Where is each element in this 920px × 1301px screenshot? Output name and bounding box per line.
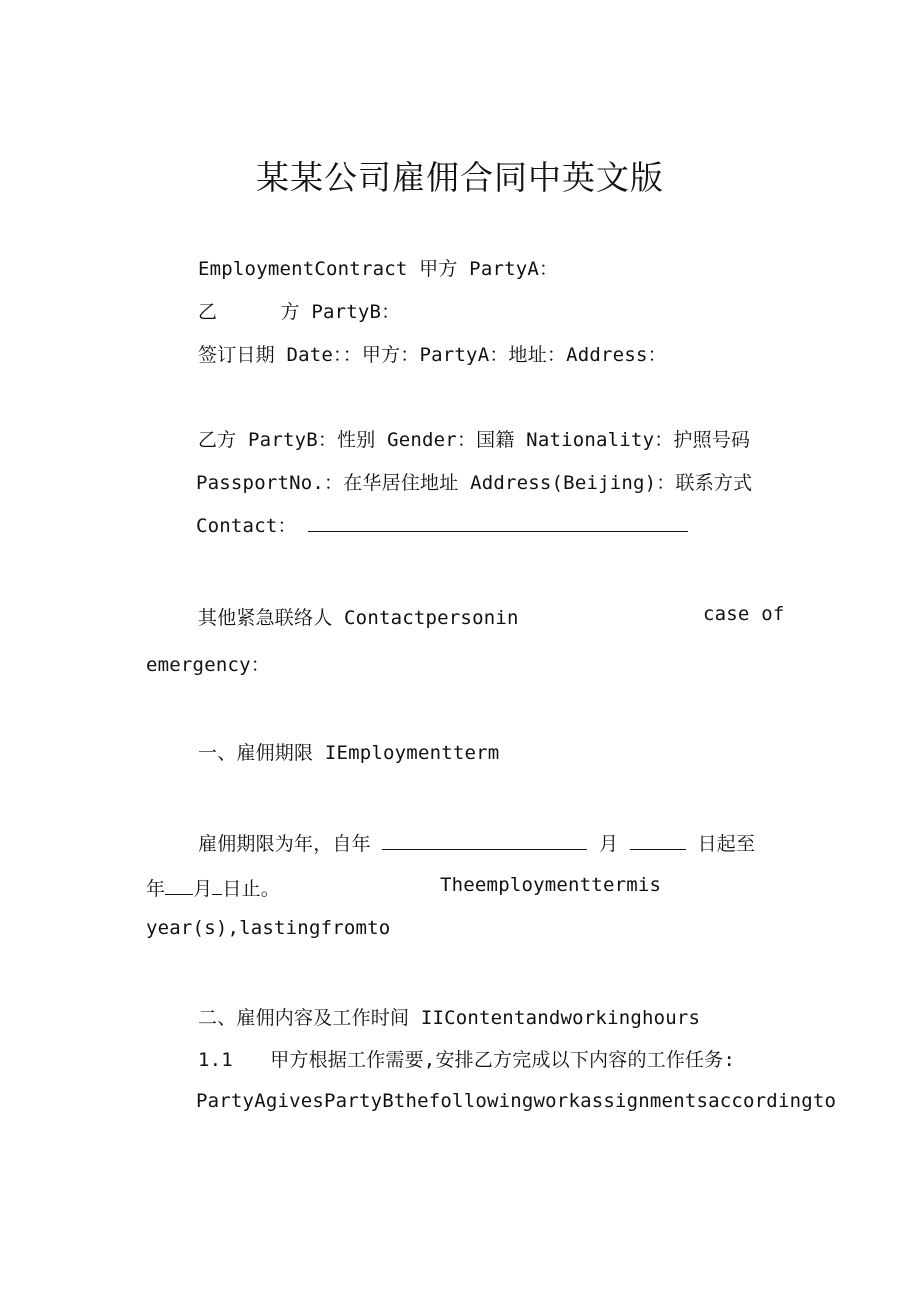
term-year-blank <box>382 832 587 850</box>
term-end-day: 日止。 <box>222 878 281 900</box>
party-b-label: 方 PartyB： <box>280 301 401 323</box>
signing-date-line: 签订日期 Date：：甲方：PartyA：地址：Address： <box>198 344 667 366</box>
term-end-year: 年 <box>146 878 166 900</box>
contact-line <box>196 511 688 538</box>
emergency-contact-label: 其他紧急联络人 Contactpersonin <box>198 607 519 629</box>
document-title: 某某公司雇佣合同中英文版 <box>256 158 664 197</box>
term-english: Theemploymenttermis <box>440 874 662 896</box>
term-day-blank <box>630 832 686 850</box>
party-b-char: 乙 <box>198 301 218 323</box>
term-end-day-blank <box>212 877 222 895</box>
term-month: 月 <box>599 833 619 855</box>
term-end-month-blank <box>165 877 193 895</box>
term-line <box>198 829 755 856</box>
clause-1-1-line <box>198 1045 735 1072</box>
term-text: 雇佣期限为年，自年 <box>198 833 371 855</box>
party-b-line <box>198 297 400 324</box>
clause-1-1-english: PartyAgivesPartyBthefollowingworkassignmentsaccordingto <box>196 1090 837 1112</box>
clause-number: 1.1 <box>198 1049 233 1071</box>
contact-blank <box>308 514 688 532</box>
section-1-heading: 一、雇佣期限 IEmploymentterm <box>198 742 500 764</box>
term-day: 日起至 <box>697 833 756 855</box>
term-english-continued: year(s),lastingfromto <box>146 917 391 939</box>
party-b-details-line: 乙方 PartyB：性别 Gender：国籍 Nationality：护照号码 <box>198 429 751 451</box>
party-a-line: EmploymentContract 甲方 PartyA： <box>198 258 559 280</box>
clause-text: 甲方根据工作需要,安排乙方完成以下内容的工作任务: <box>270 1049 736 1071</box>
passport-address-line: PassportNo.：在华居住地址 Address(Beijing)：联系方式 <box>196 472 753 494</box>
term-end-line <box>146 874 280 901</box>
term-end-month: 月 <box>193 878 213 900</box>
emergency-continuation: emergency： <box>146 654 270 676</box>
emergency-case-of: case of <box>703 603 785 625</box>
section-2-heading: 二、雇佣内容及工作时间 IIContentandworkinghours <box>198 1007 701 1029</box>
contact-label: Contact： <box>196 515 297 537</box>
